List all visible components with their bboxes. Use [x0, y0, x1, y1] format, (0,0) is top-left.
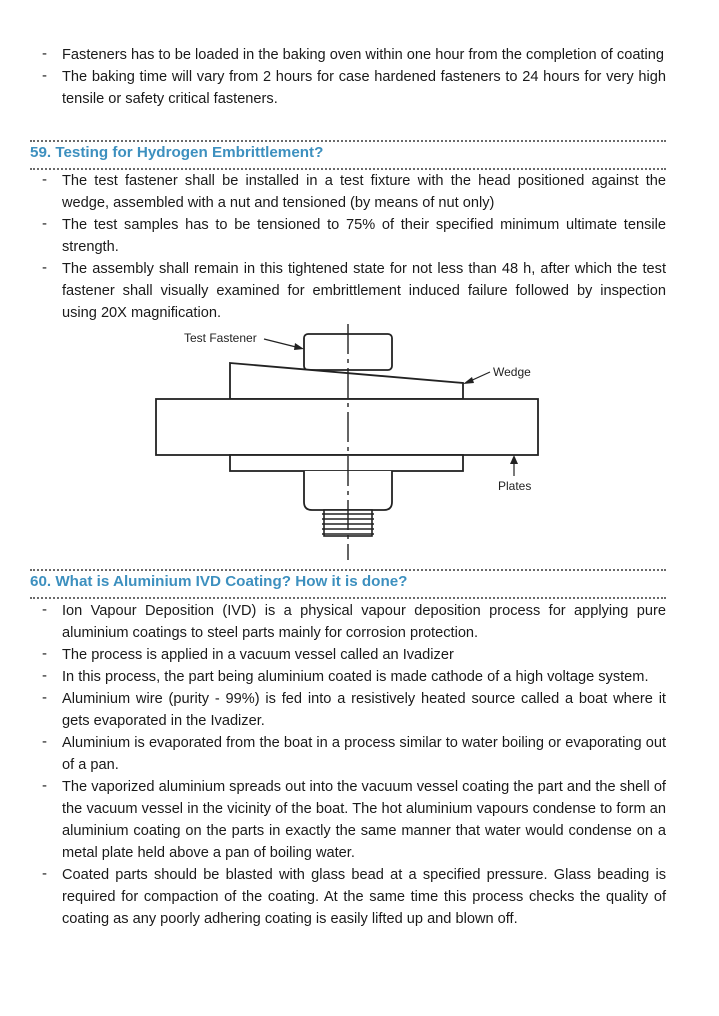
list-item: - Fasteners has to be loaded in the baking oven within one hour from the completion of coating [40, 44, 666, 66]
list-item: - The test fastener shall be installed in a test fixture with the head positioned against the wedge, assembled with a nut and tensioned (by means of nut only) [40, 170, 666, 214]
bottom-plate [230, 455, 463, 471]
list-item: - The vaporized aluminium spreads out into the vacuum vessel coating the part and the shell of the vacuum vessel in the vicinity of the boat. The hot aluminium vapours condense to form an aluminium coating on the parts in exactly the same manner that water would condense on a metal plate held above a pan of boiling water. [40, 776, 666, 864]
list-item: - The test samples has to be tensioned to 75% of their specified minimum ultimate tensile strength. [40, 214, 666, 258]
fastener-leader [264, 339, 304, 350]
wedge-leader [463, 372, 490, 384]
list-item: - Aluminium is evaporated from the boat in a process similar to water boiling or evaporating out of a pan. [40, 732, 666, 776]
baking-list [40, 44, 666, 110]
section-60-heading [30, 569, 666, 599]
section-60-title: 60. What is Aluminium IVD Coating? How it is done? [30, 573, 408, 590]
list-item: - In this process, the part being aluminium coated is made cathode of a high voltage system. [40, 666, 666, 688]
plates [156, 399, 538, 455]
list-item: - Aluminium wire (purity - 99%) is fed into a resistively heated source called a boat where it gets evaporated in the Ivadizer. [40, 688, 666, 732]
label-plates: Plates [498, 479, 532, 493]
list-item: - Coated parts should be blasted with glass bead at a specified pressure. Glass beading is required for compaction of the coating. At the same time this process checks the quality of coating as any poorly adhering coating is easily lifted up and blown off. [40, 864, 666, 930]
ivd-coating-list [40, 600, 666, 930]
list-item: - The baking time will vary from 2 hours for case hardened fasteners to 24 hours for very high tensile or safety critical fasteners. [40, 66, 666, 110]
test-fixture-diagram [150, 324, 550, 562]
section-59-heading [30, 140, 666, 170]
label-wedge: Wedge [493, 365, 531, 379]
list-item: - The process is applied in a vacuum vessel called an Ivadizer [40, 644, 666, 666]
list-item: - Ion Vapour Deposition (IVD) is a physical vapour deposition process for applying pure aluminium coatings to steel parts mainly for corrosion protection. [40, 600, 666, 644]
section-59-title: 59. Testing for Hydrogen Embrittlement? [30, 144, 324, 161]
hydrogen-test-list [40, 170, 666, 324]
list-item: - The assembly shall remain in this tightened state for not less than 48 h, after which the test fastener shall visually examined for embrittlement induced failure followed by inspection using 20X magnification. [40, 258, 666, 324]
plates-leader [510, 455, 518, 476]
label-test-fastener: Test Fastener [184, 331, 257, 345]
